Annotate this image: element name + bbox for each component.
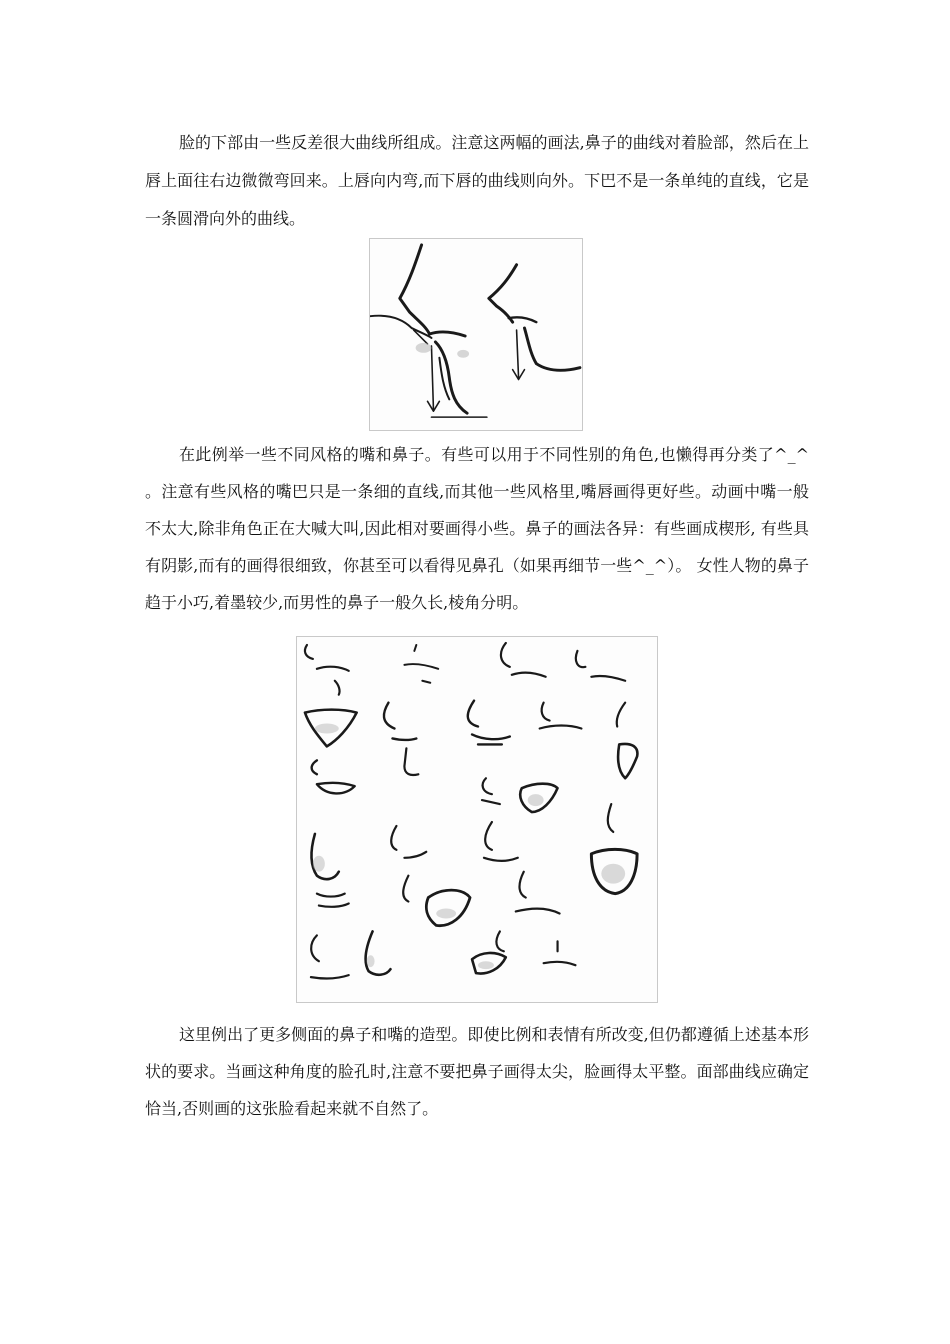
right-profile-chin-line bbox=[524, 328, 579, 370]
sketch-r6-b bbox=[366, 931, 391, 974]
sketch-r2-c bbox=[468, 701, 510, 745]
profile-sketch-drawing bbox=[370, 239, 582, 430]
left-profile-mouth-line bbox=[429, 332, 465, 336]
left-arrow-shaft bbox=[431, 346, 433, 409]
sketch-r6-d bbox=[496, 931, 503, 951]
sketch-r3-a bbox=[312, 760, 355, 793]
sketch-r2-d bbox=[540, 703, 582, 729]
right-arrow-shaft bbox=[517, 330, 519, 378]
sketch-r1-b bbox=[404, 645, 438, 683]
sketch-r3-c bbox=[482, 778, 500, 804]
right-profile-nose-line bbox=[489, 265, 517, 322]
sketch-r2-e bbox=[617, 703, 625, 727]
paragraph-side-view-shapes: 这里例出了更多侧面的鼻子和嘴的造型。即使比例和表情有所改变,但仍都遵循上述基本形状的要求。当画这种角度的脸孔时,注意不要把鼻子画得太尖，脸画得太平整。面部曲线应确定恰当,否则画的这张脸看起来就不自然了。 bbox=[145, 1025, 809, 1118]
paragraph-face-lower-part: 脸的下部由一些反差很大曲线所组成。注意这两幅的画法,鼻子的曲线对着脸部，然后在上唇上面往右边微微弯回来。上唇向内弯,而下唇的曲线则向外。下巴不是一条单纯的直线，它是一条圆滑向外的曲线。 bbox=[145, 133, 809, 228]
sketch-r5-b bbox=[403, 876, 408, 902]
sketch-r1-c bbox=[501, 643, 546, 677]
sketch-r3-tall-mouth bbox=[618, 744, 637, 778]
sketch-r5-a bbox=[317, 894, 349, 907]
left-profile-lip-line bbox=[370, 316, 431, 338]
sketch-r4-a bbox=[311, 834, 338, 879]
sketch-r6-e bbox=[544, 941, 576, 965]
figure-profile-sketches bbox=[369, 238, 583, 431]
sketch-r2-b bbox=[384, 703, 416, 740]
sketch-r4-b bbox=[391, 826, 426, 858]
left-profile-nose-line bbox=[400, 245, 430, 334]
sketch-r5-teeth-mouth bbox=[426, 890, 470, 926]
sketch-r3-b bbox=[404, 748, 418, 775]
figure-mouth-nose-variations bbox=[296, 636, 658, 1003]
mouth-nose-variations-drawing bbox=[297, 637, 657, 1002]
sketch-r5-c bbox=[516, 872, 560, 914]
sketch-r6-a bbox=[311, 935, 349, 978]
paragraph-mouth-nose-styles: 在此例举一些不同风格的嘴和鼻子。有些可以用于不同性别的角色,也懒得再分类了^_^ 。注意有些风格的嘴巴只是一条细的直线,而其他一些风格里,嘴唇画得更好些。动画中嘴一般不太大,除非角色正在大喊大叫,因此相对要画得小些。鼻子的画法各异：有些画成楔形, 有些具有阴影,而有的画得很细致，你甚至可以看得见鼻孔（如果再细节一些^_^）。 女性人物的鼻子趋于小巧,着墨较少,而男性的鼻子一般久长,棱角分明。 bbox=[145, 445, 809, 612]
sketch-r1-d bbox=[576, 651, 625, 681]
sketch-r1-a bbox=[305, 645, 349, 695]
sketch-r4-d bbox=[608, 804, 613, 832]
sketch-r4-c bbox=[484, 822, 518, 861]
